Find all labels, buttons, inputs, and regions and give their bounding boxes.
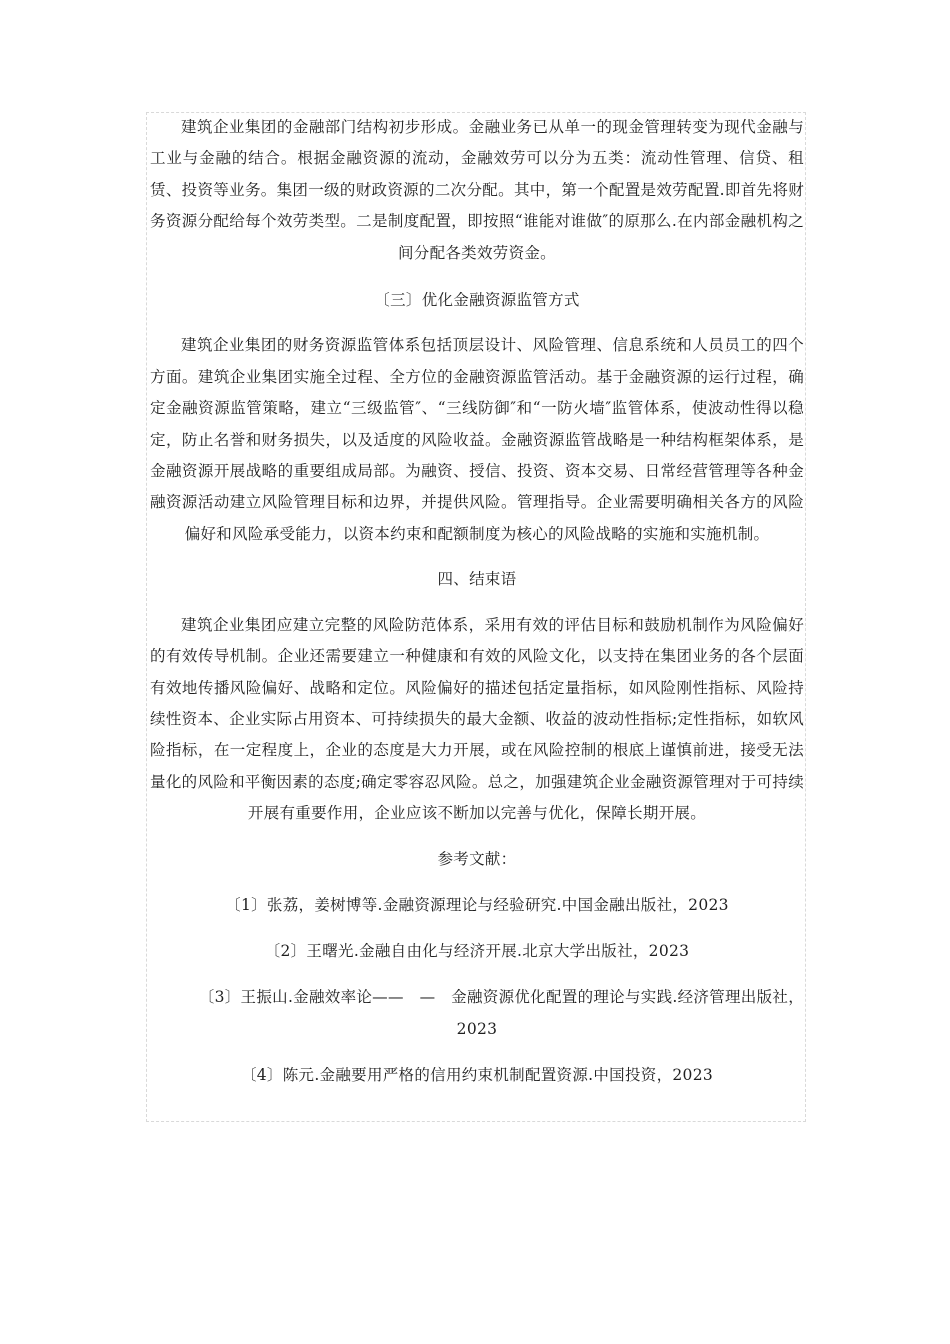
spacer xyxy=(150,1045,804,1059)
reference-item-2: 〔2〕王曙光.金融自由化与经济开展.北京大学出版社，2023 xyxy=(264,941,690,960)
spacer xyxy=(150,269,804,285)
spacer xyxy=(150,921,804,935)
reference-item-4: 〔4〕陈元.金融要用严格的信用约束机制配置资源.中国投资，2023 xyxy=(240,1065,714,1084)
paragraph-supervision-system: 建筑企业集团的财务资源监管体系包括顶层设计、风险管理、信息系统和人员员工的四个方面。建筑企业集团实施全过程、全方位的金融资源监管活动。基于金融资源的运行过程，确定金融资源监管策略，建立“三级监管″、“三线防御″和“一防火墙″监管体系，使波动性得以稳定，防止名誉和财务损失，以及适度的风险收益。金融资源监管战略是一种结构框架体系，是金融资源开展战略的重要组成局部。为融资、授信、投资、资本交易、日常经营管理等各种金融资源活动建立风险管理目标和边界，并提供风险。管理指导。企业需要明确相关各方的风险偏好和风险承受能力，以资本约束和配额制度为核心的风险战略的实施和实施机制。 xyxy=(150,336,804,543)
spacer xyxy=(150,316,804,330)
references-title: 参考文献： xyxy=(437,849,517,868)
spacer xyxy=(150,596,804,610)
spacer xyxy=(150,967,804,981)
reference-item-1: 〔1〕张荔，姜树博等.金融资源理论与经验研究.中国金融出版社，2023 xyxy=(225,895,729,914)
spacer xyxy=(150,875,804,889)
section-heading-optimize-supervision: 〔三〕优化金融资源监管方式 xyxy=(374,291,580,310)
paragraph-financial-structure: 建筑企业集团的金融部门结构初步形成。金融业务已从单一的现金管理转变为现代金融与工业与金融的结合。根据金融资源的流动，金融效劳可以分为五类：流动性管理、信贷、租赁、投资等业务。集团一级的财政资源的二次分配。其中，第一个配置是效劳配置.即首先将财务资源分配给每个效劳类型。二是制度配置，即按照“谁能对谁做″的原那么.在内部金融机构之间分配各类效劳资金。 xyxy=(150,118,804,262)
spacer xyxy=(150,830,804,844)
section-heading-conclusion: 四、结束语 xyxy=(437,570,517,589)
spacer xyxy=(150,550,804,564)
document-body xyxy=(150,112,804,1091)
reference-item-3: 〔3〕王振山.金融效率论—— — 金融资源优化配置的理论与实践.经济管理出版社， xyxy=(198,987,804,1006)
reference-item-3-year: 2023 xyxy=(456,1019,498,1038)
paragraph-conclusion: 建筑企业集团应建立完整的风险防范体系，采用有效的评估目标和鼓励机制作为风险偏好的有效传导机制。企业还需要建立一种健康和有效的风险文化，以支持在集团业务的各个层面有效地传播风险偏好、战略和定位。风险偏好的描述包括定量指标，如风险刚性指标、风险持续性资本、企业实际占用资本、可持续损失的最大金额、收益的波动性指标;定性指标，如软风险指标，在一定程度上，企业的态度是大力开展，或在风险控制的根底上谨慎前进，接受无法量化的风险和平衡因素的态度;确定零容忍风险。总之，加强建筑企业金融资源管理对于可持续开展有重要作用，企业应该不断加以完善与优化，保障长期开展。 xyxy=(150,615,804,823)
